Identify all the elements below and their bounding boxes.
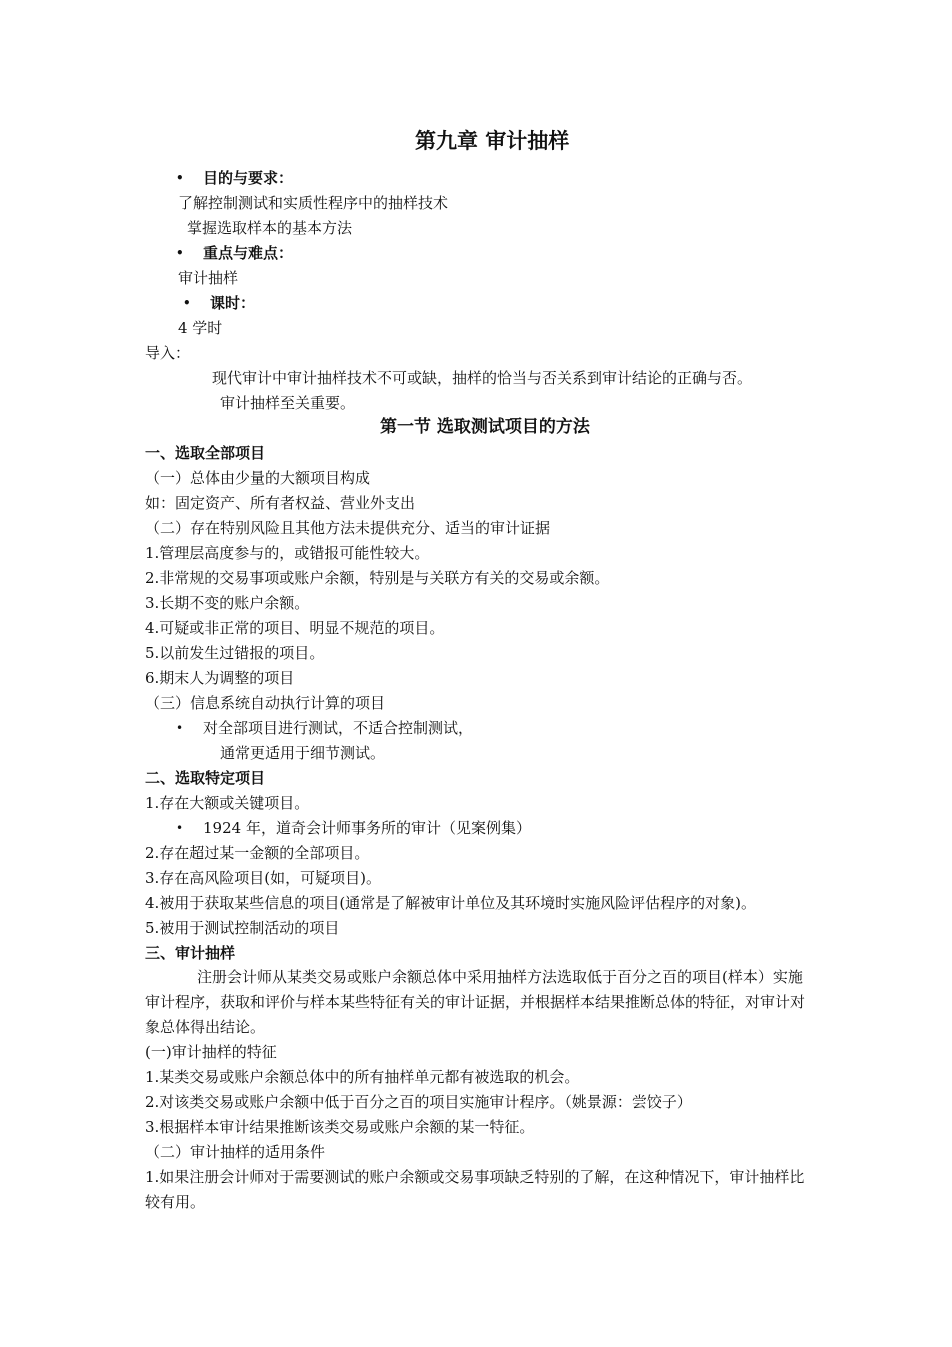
part2-item-1: 1.存在大额或关键项目。	[145, 794, 310, 812]
part2-heading: 二、选取特定项目	[145, 769, 266, 787]
intro-line-2: 审计抽样至关重要。	[220, 394, 356, 412]
list-item: 1.管理层高度参与的，或错报可能性较大。	[145, 544, 430, 562]
keypoints-heading: • 重点与难点：	[203, 241, 293, 266]
list-item: 5.以前发生过错报的项目。	[145, 644, 325, 662]
list-item: 2.对该类交易或账户余额中低于百分之百的项目实施审计程序。（姚景源：尝饺子）	[145, 1093, 692, 1111]
part3-condition-1: 1.如果注册会计师对于需要测试的账户余额或交易事项缺乏特别的了解，在这种情况下，审计抽样比较有用。	[145, 1168, 805, 1211]
part1-bullet-continuation: 通常更适用于细节测试。	[220, 744, 386, 762]
list-item: 6.期末人为调整的项目	[145, 669, 295, 687]
hours-value: 4 学时	[178, 319, 223, 337]
intro-line-1: 现代审计中审计抽样技术不可或缺，抽样的恰当与否关系到审计结论的正确与否。	[212, 369, 753, 387]
part1-sub3: （三）信息系统自动执行计算的项目	[145, 694, 386, 712]
part1-bullet: • 对全部项目进行测试，不适合控制测试，	[203, 716, 473, 741]
list-item: 2.非常规的交易事项或账户余额，特别是与关联方有关的交易或余额。	[145, 569, 610, 587]
part3-sub2: （二）审计抽样的适用条件	[145, 1143, 326, 1161]
objective-1: 了解控制测试和实质性程序中的抽样技术	[178, 194, 449, 212]
objective-2: 掌握选取样本的基本方法	[187, 219, 353, 237]
list-item: 3.存在高风险项目(如，可疑项目)。	[145, 869, 382, 887]
objectives-heading: • 目的与要求：	[203, 166, 293, 191]
keypoint-1: 审计抽样	[178, 269, 239, 287]
part3-sub1: (一)审计抽样的特征	[145, 1043, 277, 1061]
chapter-title: 第九章 审计抽样	[415, 129, 570, 153]
intro-label: 导入：	[145, 344, 191, 362]
part1-sub2: （二）存在特别风险且其他方法未提供充分、适当的审计证据	[145, 519, 551, 537]
section-title: 第一节 选取测试项目的方法	[380, 417, 590, 437]
list-item: 4.可疑或非正常的项目、明显不规范的项目。	[145, 619, 445, 637]
list-item: 3.根据样本审计结果推断该类交易或账户余额的某一特征。	[145, 1118, 535, 1136]
list-item: 5.被用于测试控制活动的项目	[145, 919, 340, 937]
part1-heading: 一、选取全部项目	[145, 444, 266, 462]
hours-heading: • 课时：	[210, 291, 255, 316]
list-item: 4.被用于获取某些信息的项目(通常是了解被审计单位及其环境时实施风险评估程序的对象)。	[145, 894, 757, 912]
list-item: 3.长期不变的账户余额。	[145, 594, 310, 612]
part3-paragraph: 注册会计师从某类交易或账户余额总体中采用抽样方法选取低于百分之百的项目(样本）实施审计程序，获取和评价与样本某些特征有关的审计证据，并根据样本结果推断总体的特征，对审计对象总体得出结论。	[145, 968, 806, 1036]
part1-example: 如：固定资产、所有者权益、营业外支出	[145, 494, 416, 512]
part1-sub1: （一）总体由少量的大额项目构成	[145, 469, 371, 487]
part3-heading: 三、审计抽样	[145, 944, 236, 962]
list-item: 2.存在超过某一金额的全部项目。	[145, 844, 370, 862]
list-item: 1.某类交易或账户余额总体中的所有抽样单元都有被选取的机会。	[145, 1068, 580, 1086]
part2-bullet: • 1924 年，道奇会计师事务所的审计（见案例集）	[203, 816, 531, 841]
